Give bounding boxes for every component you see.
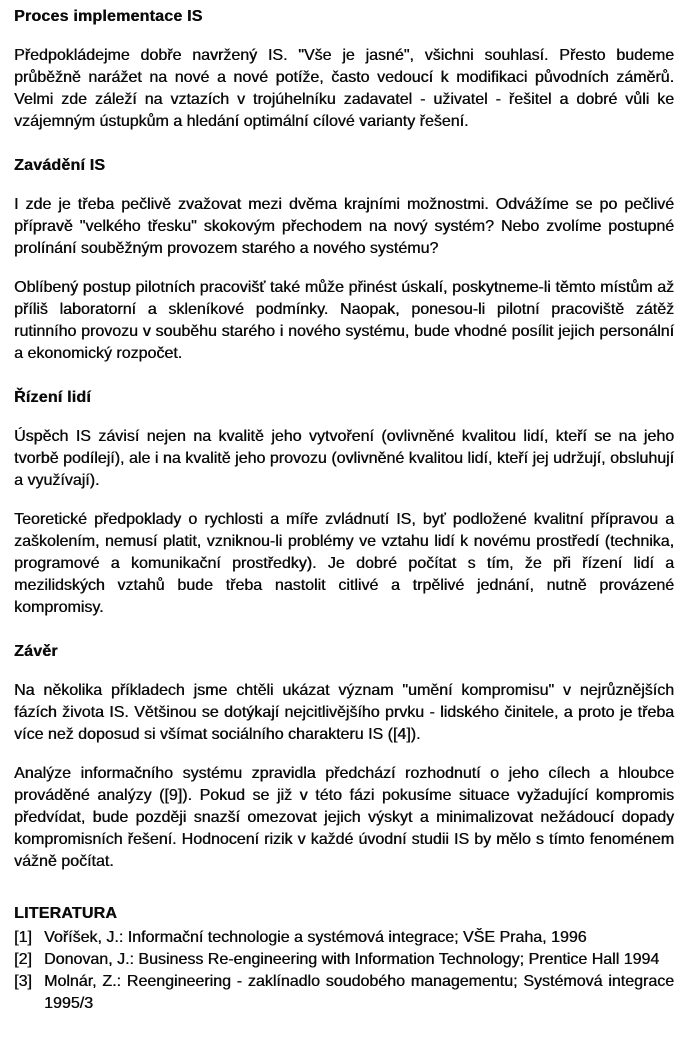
section-heading: Závěr — [14, 643, 58, 660]
body-paragraph: Analýze informačního systému zpravidla předchází rozhodnutí o jeho cílech a hloubce prováděné analýzy ([9]). Pokud se již v této fázi pokusíme situace vyžadující kompromis předvídat, bude později snazší omezovat jejich výskyt a minimalizovat nežádoucí dopady kompromisních řešení. Hodnocení rizik v každé úvodní studii IS by mělo s tímto fenoménem vážně počítat. — [14, 765, 674, 870]
reference-item — [14, 949, 674, 971]
section-heading: Řízení lidí — [14, 389, 91, 406]
section-heading: Proces implementace IS — [14, 8, 203, 25]
reference-label: [3] — [14, 973, 32, 990]
section-heading: Zavádění IS — [14, 157, 106, 174]
section-heading: LITERATURA — [14, 905, 118, 922]
body-paragraph: I zde je třeba pečlivě zvažovat mezi dvěma krajními možnostmi. Odvážíme se po pečlivé přípravě "velkého třesku" skokovým přechodem na nový systém? Nebo zvolíme postupné prolínání souběžným provozem starého a nového systému? — [14, 196, 674, 257]
body-paragraph: Na několika příkladech jsme chtěli ukázat význam "umění kompromisu" v nejrůznějších fázích života IS. Většinou se dotýkají nejcitlivějšího prvku - lidského činitele, a proto je třeba více než doposud si všímat sociálního charakteru IS ([4]). — [14, 682, 674, 743]
body-paragraph: Oblíbený postup pilotních pracovišť také může přinést úskalí, poskytneme-li těmto místům až příliš laboratorní a skleníkové podmínky. Naopak, ponesou-li pilotní pracoviště zátěž rutinního provozu v souběhu starého i nového systému, bude vhodné posílit jejich personální a ekonomický rozpočet. — [14, 279, 674, 362]
reference-text: Voříšek, J.: Informační technologie a systémová integrace; VŠE Praha, 1996 — [44, 929, 587, 946]
body-paragraph: Úspěch IS závisí nejen na kvalitě jeho vytvoření (ovlivněné kvalitou lidí, kteří se na jeho tvorbě podílejí), ale i na kvalitě jeho provozu (ovlivněné kvalitou lidí, kteří jej udržují, obsluhují a využívají). — [14, 428, 674, 489]
body-paragraph: Předpokládejme dobře navržený IS. "Vše je jasné", všichni souhlasí. Přesto budeme průběžně narážet na nové a nové potíže, často vedoucí k modifikaci původních záměrů. Velmi zde záleží na vztazích v trojúhelníku zadavatel - uživatel - řešitel a dobré vůli ke vzájemným ústupkům a hledání optimální cílové varianty řešení. — [14, 47, 674, 130]
reference-text: Donovan, J.: Business Re-engineering with Information Technology; Prentice Hall 1994 — [44, 951, 660, 968]
reference-text: Molnár, Z.: Reengineering - zaklínadlo soudobého managementu; Systémová integrace 1995/3 — [44, 973, 674, 1012]
body-paragraph: Teoretické předpoklady o rychlosti a míře zvládnutí IS, byť podložené kvalitní přípravou a zaškolením, nemusí platit, vzniknou-li problémy ve vztahu lidí k novému prostředí (technika, programové a komunikační prostředky). Je dobré počítat s tím, že při řízení lidí a mezilidských vztahů bude třeba nastolit citlivé a trpělivé jednání, nutně provázené kompromisy. — [14, 511, 674, 616]
reference-label: [1] — [14, 929, 32, 946]
reference-item — [14, 971, 674, 1015]
reference-label: [2] — [14, 951, 32, 968]
document-body — [14, 6, 674, 1015]
reference-item — [14, 927, 674, 949]
reference-list — [14, 927, 674, 1015]
